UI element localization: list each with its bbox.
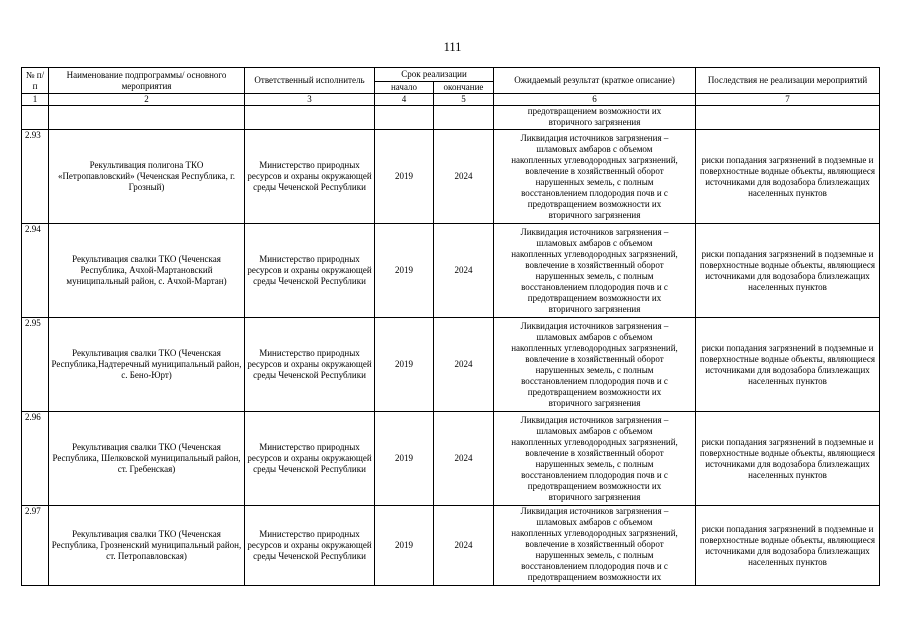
measure-name: Рекультивация полигона ТКО «Петропавловский» (Чеченская Республика, г. Грозный) — [49, 130, 245, 224]
column-index: 6 — [494, 94, 696, 106]
header-end: окончание — [434, 82, 494, 94]
column-index: 1 — [22, 94, 49, 106]
column-index-row — [22, 94, 880, 106]
table-row — [22, 130, 880, 224]
end-year: 2024 — [434, 506, 494, 586]
expected-result: Ликвидация источников загрязнения – шламовых амбаров с объемом накопленных углеводородных загрязнений, вовлечение в хозяйственный оборот нарушенных земель, с полным восстановлением плодородия почв и с предотвращением возможности их вторичного загрязнения — [494, 318, 696, 412]
consequence: риски попадания загрязнений в подземные и поверхностные водные объекты, являющиеся источниками для водозабора близлежащих населенных пунктов — [696, 412, 880, 506]
measure-name: Рекультивация свалки ТКО (Чеченская Республика, Грозненский муниципальный район, ст. Петропавловская) — [49, 506, 245, 586]
consequence: риски попадания загрязнений в подземные и поверхностные водные объекты, являющиеся источниками для водозабора близлежащих населенных пунктов — [696, 130, 880, 224]
row-number: 2.93 — [22, 130, 49, 224]
end-year: 2024 — [434, 224, 494, 318]
expected-result: Ликвидация источников загрязнения – шламовых амбаров с объемом накопленных углеводородных загрязнений, вовлечение в хозяйственный оборот нарушенных земель, с полным восстановлением плодородия почв и с предотвращением возможности их вторичного загрязнения — [494, 412, 696, 506]
table-row — [22, 318, 880, 412]
continuation-row — [22, 106, 880, 130]
start-year: 2019 — [375, 130, 434, 224]
consequence: риски попадания загрязнений в подземные и поверхностные водные объекты, являющиеся источниками для водозабора близлежащих населенных пунктов — [696, 506, 880, 586]
header-num: № п/п — [22, 68, 49, 94]
executor: Министерство природных ресурсов и охраны окружающей среды Чеченской Республики — [245, 224, 375, 318]
header-name: Наименование подпрограммы/ основного мероприятия — [49, 68, 245, 94]
header-consequence: Последствия не реализации мероприятий — [696, 68, 880, 94]
column-index: 7 — [696, 94, 880, 106]
measure-name: Рекультивация свалки ТКО (Чеченская Республика, Ачхой-Мартановский муниципальный район, с. Ачхой-Мартан) — [49, 224, 245, 318]
expected-result: Ликвидация источников загрязнения – шламовых амбаров с объемом накопленных углеводородных загрязнений, вовлечение в хозяйственный оборот нарушенных земель, с полным восстановлением плодородия почв и с предотвращением возможности их — [494, 506, 696, 586]
end-year: 2024 — [434, 318, 494, 412]
row-number: 2.95 — [22, 318, 49, 412]
executor: Министерство природных ресурсов и охраны окружающей среды Чеченской Республики — [245, 130, 375, 224]
start-year: 2019 — [375, 318, 434, 412]
expected-result: Ликвидация источников загрязнения – шламовых амбаров с объемом накопленных углеводородных загрязнений, вовлечение в хозяйственный оборот нарушенных земель, с полным восстановлением плодородия почв и с предотвращением возможности их вторичного загрязнения — [494, 224, 696, 318]
page-number: 111 — [443, 40, 462, 54]
executor: Министерство природных ресурсов и охраны окружающей среды Чеченской Республики — [245, 318, 375, 412]
executor: Министерство природных ресурсов и охраны окружающей среды Чеченской Республики — [245, 506, 375, 586]
row-number: 2.96 — [22, 412, 49, 506]
table-row — [22, 506, 880, 586]
column-index: 5 — [434, 94, 494, 106]
column-index: 2 — [49, 94, 245, 106]
row-number: 2.94 — [22, 224, 49, 318]
row-number: 2.97 — [22, 506, 49, 586]
start-year: 2019 — [375, 412, 434, 506]
column-index: 4 — [375, 94, 434, 106]
header-term: Срок реализации — [375, 68, 494, 82]
measure-name: Рекультивация свалки ТКО (Чеченская Республика, Шелковской муниципальный район, ст. Гребенская) — [49, 412, 245, 506]
program-table — [21, 67, 880, 586]
continuation-text: предотвращением возможности их вторичного загрязнения — [494, 106, 696, 130]
table-row — [22, 224, 880, 318]
end-year: 2024 — [434, 412, 494, 506]
start-year: 2019 — [375, 224, 434, 318]
measure-name: Рекультивация свалки ТКО (Чеченская Республика,Надтеречный муниципальный район, с. Бено-Юрт) — [49, 318, 245, 412]
column-index: 3 — [245, 94, 375, 106]
executor: Министерство природных ресурсов и охраны окружающей среды Чеченской Республики — [245, 412, 375, 506]
expected-result: Ликвидация источников загрязнения – шламовых амбаров с объемом накопленных углеводородных загрязнений, вовлечение в хозяйственный оборот нарушенных земель, с полным восстановлением плодородия почв и с предотвращением возможности их вторичного загрязнения — [494, 130, 696, 224]
consequence: риски попадания загрязнений в подземные и поверхностные водные объекты, являющиеся источниками для водозабора близлежащих населенных пунктов — [696, 224, 880, 318]
header-start: начало — [375, 82, 434, 94]
table-header — [22, 68, 880, 106]
end-year: 2024 — [434, 130, 494, 224]
table-row — [22, 412, 880, 506]
header-executor: Ответственный исполнитель — [245, 68, 375, 94]
start-year: 2019 — [375, 506, 434, 586]
consequence: риски попадания загрязнений в подземные и поверхностные водные объекты, являющиеся источниками для водозабора близлежащих населенных пунктов — [696, 318, 880, 412]
header-result: Ожидаемый результат (краткое описание) — [494, 68, 696, 94]
